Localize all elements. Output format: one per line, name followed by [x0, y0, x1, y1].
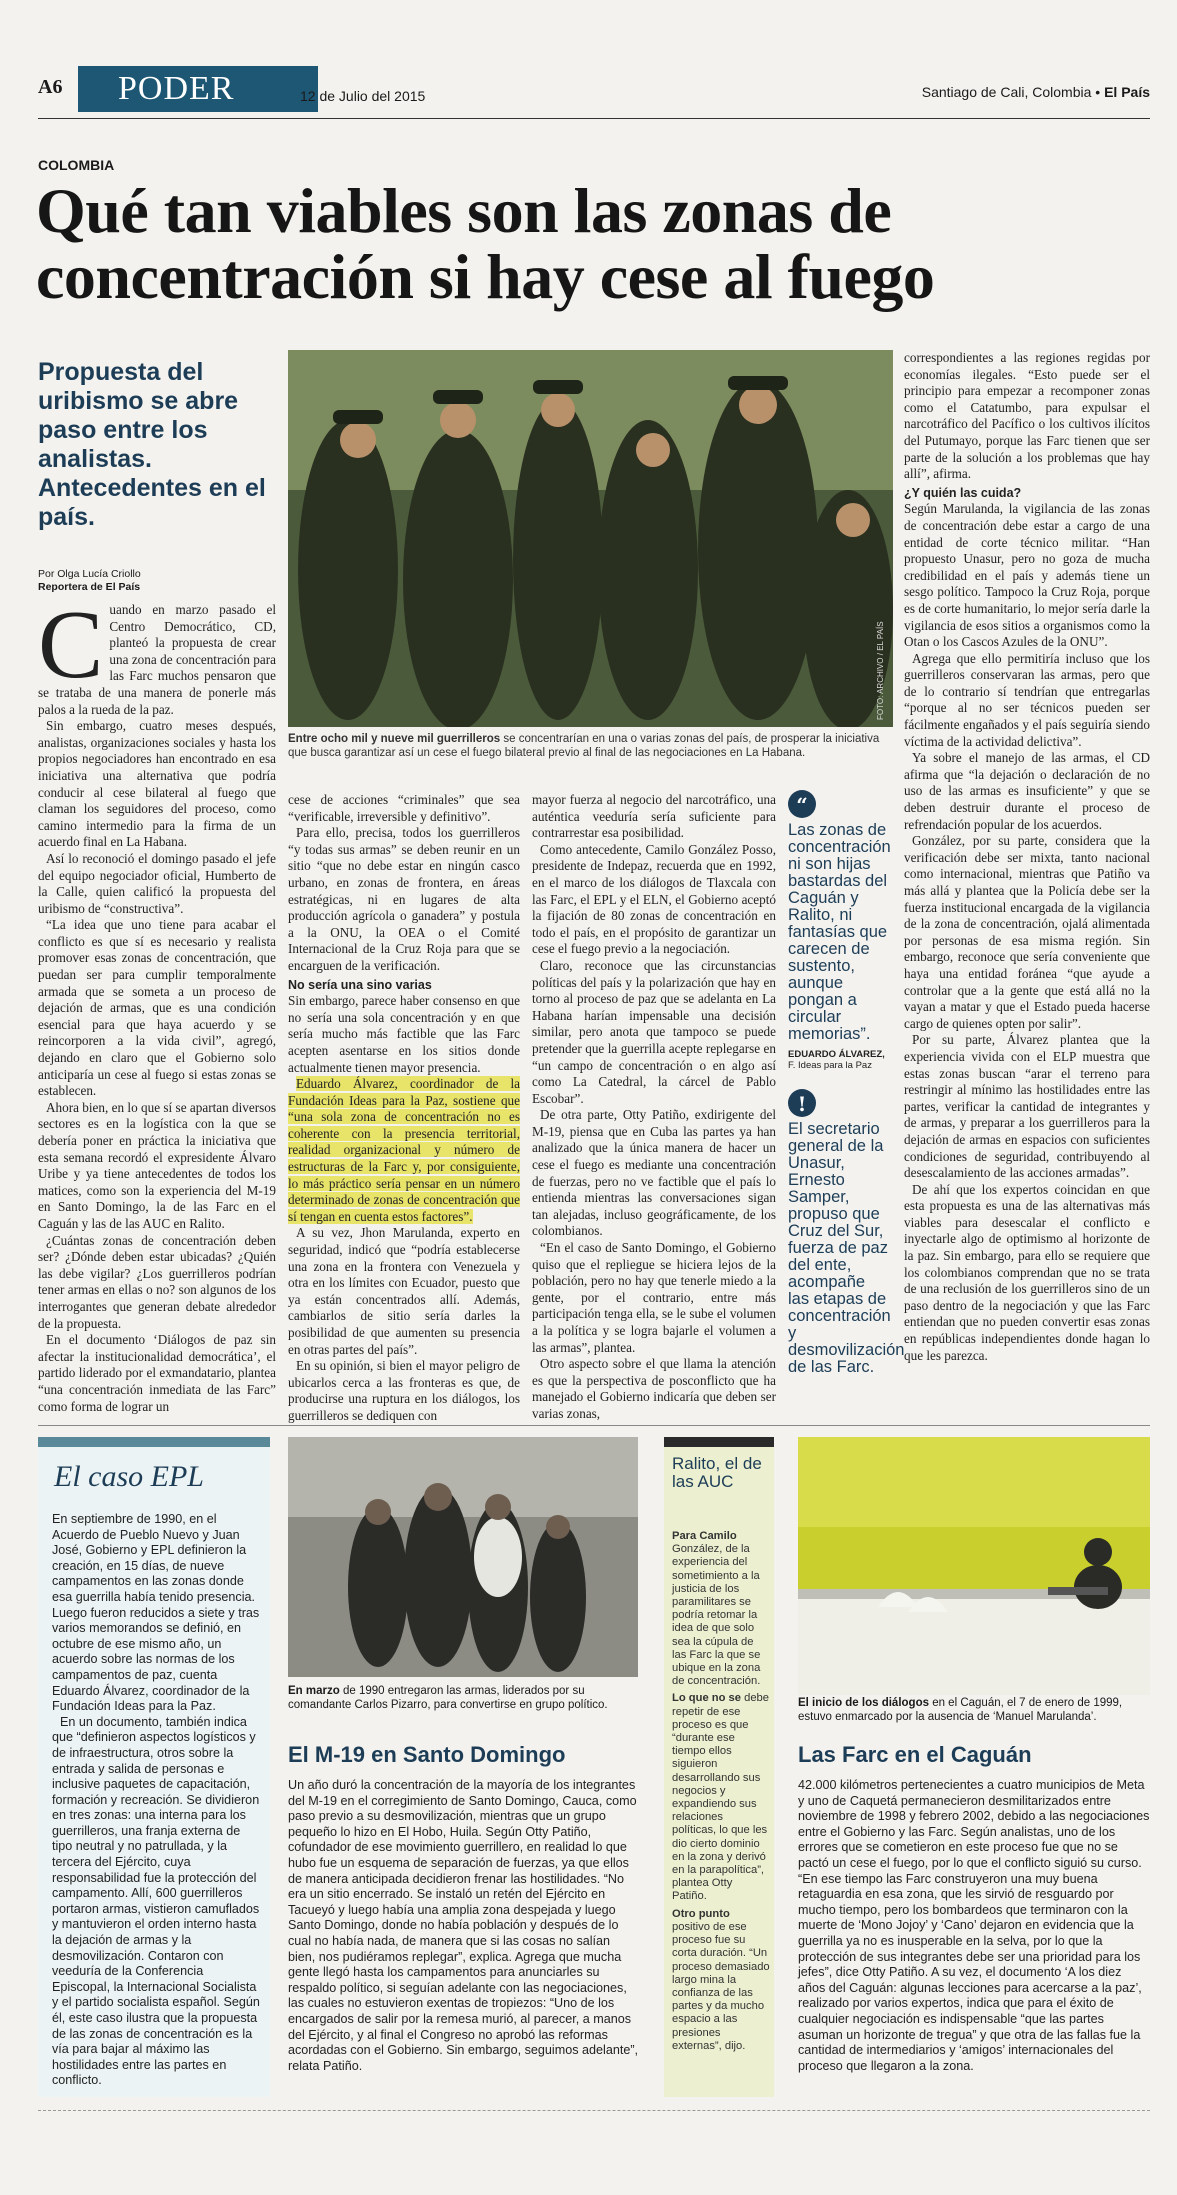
- highlighted-paragraph: [288, 1076, 520, 1225]
- paragraph: González, por su parte, considera que la verificación debe ser mixta, tanto nacional como internacional, mientras que Patiño va más allá y plantea que la Policía debe ser la fuerza institucional encargada de la vigilancia de la zona de concentración, ojalá alimentada por personas de esa misma región. Sin embargo, reconoce que sería conveniente que haya una entidad foránea “que ayude a controlar que a la gente que está allá no la vayan a matar y que el Estado pueda hacerse cargo de quienes opten por salir”.: [904, 833, 1150, 1031]
- m19-title: El M-19 en Santo Domingo: [288, 1742, 566, 1767]
- caption-text: en el Caguán, el 7 de enero de 1999, estuvo enmarcado por la ausencia de ‘Manuel Marulanda’.: [798, 1697, 1123, 1723]
- ralito-title: Ralito, el de las AUC: [672, 1454, 762, 1491]
- dateline: Santiago de Cali, Colombia • El País: [921, 84, 1150, 100]
- paragraph: “La idea que uno tiene para acabar el conflicto es que sí es necesario y realista promover esas zonas de concentración, que puedan ser para cumplir temporalmente armada que se someta a un proceso de dejación de armas, que es una condición esencial para que haya acuerdo y se reincorporen a la vida civil”, agregó, dejando en claro que el Gobierno solo anticiparía un cese al fuego si estas zonas se establecen.: [38, 917, 276, 1099]
- caption-lead: El inicio de los diálogos: [798, 1697, 929, 1709]
- paragraph: Ahora bien, en lo que sí se apartan diversos sectores es en la logística con la que se debería poner en práctica la iniciativa que esta semana recordó el expresidente Álvaro Uribe y ya tiene antecedentes de todos los matices, como son la experiencia del M-19 en Santo Domingo, la de las Farc en el Caguán y las de las AUC en Ralito.: [38, 1099, 276, 1231]
- section-title: PODER: [78, 66, 318, 112]
- pull-quotes: [788, 790, 905, 1376]
- caguan-title: Las Farc en el Caguán: [798, 1742, 1032, 1767]
- caguan-photo: [798, 1437, 1150, 1695]
- headline: Qué tan viables son las zonas de concentración si hay cese al fuego: [36, 175, 935, 312]
- lead-paragraph: Cuando en marzo pasado el Centro Democrático, CD, planteó la propuesta de crear una zona de concentración para las Farc muchos pensaron que se trataba de una manera de ponerle más palos a la rueda de la paz.: [38, 591, 276, 717]
- paragraph: En su opinión, si bien el mayor peligro de ubicarlos cerca a las fronteras es que, de producirse una ruptura en los diálogos, los guerrilleros se dediquen con: [288, 1358, 520, 1423]
- author-name: Por Olga Lucía Criollo: [38, 568, 141, 580]
- page-number: A6: [38, 76, 63, 98]
- paragraph: cese de acciones “criminales” que sea “verificable, irreversible y definitivo”.: [288, 792, 520, 824]
- paragraph: correspondientes a las regiones regidas por economías ilegales. “Esto puede ser el principio para empezar a recomponer zonas como el Catatumbo, para expulsar el narcotráfico del Pacífico o los cultivos ilícitos del Putumayo, porque las Farc tienen que ser parte de la solución a los problemas que hay allí”, afirma.: [904, 350, 1150, 482]
- paragraph: Como antecedente, Camilo González Posso, presidente de Indepaz, recuerda que en 1992, en el marco de los diálogos de Tlaxcala con las Farc, el EPL y el ELN, el Gobierno aceptó la fijación de 80 zonas de concentración en todo el país, en el propósito de garantizar un cese el fuego previo a la negociación.: [532, 841, 776, 957]
- section-subhead: No sería una sino varias: [288, 977, 432, 992]
- issue-date: 12 de Julio del 2015: [300, 88, 426, 104]
- highlighted-quote: Eduardo Álvarez, coordinador de la Fundación Ideas para la Paz, sostiene que “una sola zona de concentración no es coherente con la presencia territorial, realidad organizacional y número de estructuras de la Farc y, por consiguiente, lo más práctico sería pensar en un número determinado de zonas de concentración que sí tengan en cuenta estos factores”.: [288, 1076, 520, 1224]
- guerrilla-photo: [288, 350, 893, 727]
- epl-title: El caso EPL: [54, 1460, 204, 1493]
- ralito-text: [672, 1530, 770, 2053]
- paragraph: De otra parte, Otty Patiño, exdirigente del M-19, piensa que en Cuba las partes ya han analizado que la única manera de hacer un cese el fuego es mediante una concentración de fuerzas, pero no ve factible que el país lo entienda mientras las conversaciones sigan tan alejadas, incluso geográficamente, de los colombianos.: [532, 1107, 776, 1239]
- paragraph: De ahí que los expertos coincidan en que esta propuesta es una de las alternativas más viables para desescalar el conflicto e inyectarle algo de optimismo al horizonte de la paz. Sin embargo, para ello se requiere que los colombianos comprendan que no se trata de una reclusión de los guerrilleros sino de un paso dentro de la negociación y que las Farc entiendan que no pueden convertir esas zonas en repúblicas independientes donde hagan lo que les parezca.: [904, 1181, 1150, 1363]
- caption-text: se concentrarían en una o varias zonas del país, de prosperar la iniciativa que busca garantizar así un cese el fuego bilateral previo al final de las negociaciones en La Habana.: [288, 733, 880, 759]
- photo-credit: FOTO: ARCHIVO / EL PAÍS: [876, 621, 885, 720]
- article-column-4: [904, 350, 1150, 1364]
- paragraph: mayor fuerza al negocio del narcotráfico, una auténtica veeduría sería suficiente para contrarrestar esa posibilidad.: [532, 792, 776, 841]
- paper-name: El País: [1104, 84, 1150, 100]
- m19-photo-caption: [288, 1684, 638, 1712]
- paragraph: Agrega que ello permitiría incluso que los guerrilleros conservaran las armas, pero que de lo contrario sí tendrían que entregarlas “porque al no ser técnicos pueden ser fácilmente engañados y el país seguiría siendo víctima de la actividad delictiva”.: [904, 650, 1150, 749]
- section-divider: [38, 1425, 1150, 1426]
- m19-text: Un año duró la concentración de la mayoría de los integrantes del M-19 en el corregimiento de Santo Domingo, Cauca, como paso previo a su desmovilización, mientras que un grupo pequeño lo hizo en El Hobo, Huila. Según Otty Patiño, cofundador de ese movimiento guerrillero, en realidad lo que hubo fue un esquema de separación de fuerzas, ya que ellos de manera anticipada decidieron frenar las hostilidades. “No era un sitio encerrado. Se instaló un retén del Ejército en Tacueyó y luego había una amplia zona despejada y luego Santo Domingo, donde no había población y después de lo cual no había nada, de manera que si las cosas no salían bien, nos pudiéramos replegar”, explica. Agrega que mucha gente llegó hasta los campamentos para anunciarles su respaldo político, si seguían adelante con las negociaciones, las cuales no estuvieron exentas de tropiezos: “Uno de los encargados de salir por la remesa murió, al parecer, a manos del Ejército, y al final el Congreso no aprobó las reformas acordadas con el Gobierno. Sin embargo, seguimos adelante”, relata Patiño.: [288, 1778, 639, 2073]
- author-role: Reportera de El País: [38, 581, 141, 593]
- m19-photo-illustration: [288, 1437, 638, 1677]
- caguan-text: 42.000 kilómetros pertenecientes a cuatro municipios de Meta y uno de Caquetá permanecieron desmilitarizados entre noviembre de 1998 y febrero 2002, debido a las negociaciones entre el Gobierno y las Farc. Según analistas, uno de los errores que se cometieron en este proceso fue que no se pactó un cese el fuego, por lo que el conflicto siguió su curso. “En ese tiempo las Farc construyeron una muy buena retaguardia en esa zona, que les sirvió de resguardo por mucho tiempo, pero los bombardeos que terminaron con la muerte de ‘Mono Jojoy’ y ‘Cano’ dejaron en evidencia que la guerrilla ya no es inusperable en la selva, por lo que la protección de sus integrantes debe ser una prioridad para los jefes”, dice Otty Patiño. A su vez, el documento ‘A los diez años del Caguán: algunas lecciones para acercarse a la paz’, realizado por varios expertos, indica que para el éxito de cualquier negociación es indispensable “que las partes asuman un horizonte de tregua” y que otra de las fallas fue la cantidad de intermediarios y ‘amigos’ internacionales del proceso que llegaron a la zona.: [798, 1778, 1150, 2073]
- paragraph: Según Marulanda, la vigilancia de las zonas de concentración debe estar a cargo de una entidad de corte técnico militar. “Han propuesto Unasur, pero no goza de mucha credibilidad en el país y además tiene un sesgo político. Tampoco la Cruz Roja, porque es de corte humanitario, lo mejor sería darle la vigilancia de esos sitios a organismos como la Otan o los Cascos Azules de la ONU”.: [904, 501, 1150, 650]
- subheadline: Propuesta del uribismo se abre paso entre los analistas. Antecedentes en el país.: [38, 358, 266, 531]
- article-column-1: [38, 591, 276, 1415]
- fact-box-text: El secretario general de la Unasur, Ernesto Samper, propuso que Cruz del Sur, fuerza de paz del ente, acompañe las etapas de concentración y desmovilización de las Farc.: [788, 1120, 905, 1376]
- paragraph: Ya sobre el manejo de las armas, el CD afirma que “la dejación o declaración de no uso de las armas es insuficiente” y que se deben destruir durante el proceso de refrendación popular de los acuerdos.: [904, 750, 1150, 832]
- page-header: [38, 64, 1150, 118]
- kicker: COLOMBIA: [38, 157, 115, 173]
- pull-quote-text: Las zonas de concentración ni son hijas bastardas del Caguán y Ralito, ni fantasías que carecen de sustento, aunque pongan a circular memorias”.: [788, 821, 891, 1043]
- drop-cap: C: [38, 591, 104, 699]
- paragraph: Por su parte, Álvarez plantea que la experiencia vivida con el ELP muestra que estas zonas buscan “arar el terreno para restringir al mínimo las hostilidades entre las partes, verificar la cantidad de integrantes y de armas, y preparar a los guerrilleros para la dejación de armas en espacios con suficientes condiciones de seguridad, contribuyendo al desescalamiento de las acciones armadas”.: [904, 1032, 1150, 1181]
- photo-caption: [288, 732, 898, 760]
- page-bottom-rule: [38, 2110, 1150, 2111]
- paragraph: A su vez, Jhon Marulanda, experto en seguridad, indicó que “podría establecerse una zona en la frontera con Venezuela y otra en los límites con Ecuador, puesto que ya están concentrados allí. Además, cambiarlos de sitio sería darles la posibilidad de que aumenten su presencia en otras partes del país”.: [288, 1225, 520, 1357]
- section-subhead: ¿Y quién las cuida?: [904, 485, 1022, 500]
- paragraph: Para ello, precisa, todos los guerrilleros “y todas sus armas” se deben reunir en un sitio “que no debe estar en ningún casco urbano, en zonas de frontera, en áreas estratégicas, ni en lugares de alta producción agrícola o ganadera” y postula a la ONU, la OEA o el Comité Internacional de la Cruz Roja para que se encarguen de la verificación.: [288, 825, 520, 973]
- ralito-item: Para Camilo González, de la experiencia del sometimiento a la justicia de los paramilitares se podría retomar la idea de que solo sea la cúpula de las Farc la que se ubique en la zona de concentración.: [672, 1530, 761, 1688]
- caption-lead: En marzo: [288, 1685, 340, 1697]
- paragraph: En el documento ‘Diálogos de paz sin afectar la institucionalidad democrática’, el partido liderado por el exmandatario, plantea “una concentración inmediata de las Farc” como forma de lograr un: [38, 1332, 276, 1414]
- header-rule: [38, 118, 1150, 119]
- ralito-item: Otro punto positivo de ese proceso fue su corta duración. “Un proceso demasiado largo mina la confianza de las partes y da mucho espacio a las presiones externas”, dijo.: [672, 1907, 770, 2052]
- caguan-photo-illustration: [798, 1437, 1150, 1695]
- paragraph: En un documento, también indica que “definieron aspectos logísticos y de infraestructura, otros sobre la entrada y salida de personas e inclusive paquetes de capacitación, formación y recreación. Se dividieron en tres zonas: una interna para los guerrilleros, una franja externa de tipo neutral y no patrullada, y la tercera del Ejército, cuya responsabilidad fue la protección del campamento. Allí, 600 guerrilleros portaron armas, vistieron camuflados y mantuvieron el orden interno hasta la dejación de armas y la desmovilización. Contaron con veeduría de la Conferencia Episcopal, la Internacional Socialista y el partido socialista español. Según él, este caso ilustra que la propuesta de las zonas de concentración es la vía para bajar al máximo las hostilidades entre las partes en conflicto.: [52, 1714, 260, 2088]
- article-column-2: [288, 792, 520, 1425]
- paragraph: Así lo reconoció el domingo pasado el jefe del equipo negociador oficial, Humberto de la Calle, quien calificó la propuesta del uribismo de “constructiva”.: [38, 850, 276, 916]
- paragraph: Otro aspecto sobre el que llama la atención es que la perspectiva de posconflicto que ha manejado el Gobierno indicaría que deben ser varias zonas,: [532, 1356, 776, 1421]
- exclamation-icon: !: [788, 1089, 816, 1117]
- caguan-photo-caption: [798, 1696, 1150, 1724]
- quote-icon: “: [788, 790, 816, 818]
- paragraph: Sin embargo, parece haber consenso en que no sería una sola concentración y en que sería mucho más factible que las Farc acepten asentarse en los sitios donde actualmente tienen mayor presencia.: [288, 993, 520, 1075]
- caption-lead: Entre ocho mil y nueve mil guerrilleros: [288, 733, 501, 745]
- guerrilla-photo-illustration: [288, 350, 893, 727]
- paragraph: “En el caso de Santo Domingo, el Gobierno quiso que el repliegue se hiciera lejos de la población, pero no hay que tenerle miedo a la gente, por el contrario, entre más participación tenga ella, se le sube el volumen a la política y se logra bajarle el volumen a las armas”, plantea.: [532, 1240, 776, 1355]
- article-column-3: [532, 792, 776, 1423]
- paragraph: En septiembre de 1990, en el Acuerdo de Pueblo Nuevo y Juan José, Gobierno y EPL definieron la creación, en 15 días, de nueve campamentos en las zonas donde esa guerrilla había tenido presencia. Luego fueron reducidos a siete y tras varios memorandos se definió, en octubre de ese mismo año, un acuerdo sobre las normas de los campamentos de paz, cuenta Eduardo Álvarez, coordinador de la Fundación Ideas para la Paz.: [52, 1512, 260, 1714]
- city: Santiago de Cali, Colombia: [921, 84, 1092, 100]
- paragraph: Sin embargo, cuatro meses después, analistas, organizaciones sociales y hasta los propios negociadores han encontrado en esa iniciativa una alternativa que podría conducir al cese bilateral al fuego que claman los seguidores del proceso, como camino intermedio para la firma de un acuerdo final en La Habana.: [38, 718, 276, 850]
- epl-text: [52, 1512, 264, 2089]
- paragraph: ¿Cuántas zonas de concentración deben ser? ¿Dónde deben estar ubicadas? ¿Quién las debe vigilar? ¿Los guerrilleros podrían tener armas en ellas o no? son algunos de los interrogantes que generan debate alrededor de la propuesta.: [38, 1232, 276, 1331]
- ralito-item: Lo que no se debe repetir de ese proceso es que “durante ese tiempo ellos siguieron desarrollando sus negocios y expandiendo sus relaciones políticas, lo que les dio cierto dominio en la zona y derivó en la parapolítica”, plantea Otty Patiño.: [672, 1692, 769, 1903]
- paragraph: Claro, reconoce que las circunstancias políticas del país y la polarización que hay en torno al proceso de paz que se adelanta en La Habana harían impensable una decisión similar, pero anota que tampoco se puede pretender que la guerrilla acepte replegarse en “un campo de concentración o en algo así como La Catedral, la cárcel de Pablo Escobar”.: [532, 957, 776, 1106]
- caption-text: de 1990 entregaron las armas, liderados por su comandante Carlos Pizarro, para convertirse en grupo político.: [288, 1685, 608, 1711]
- m19-photo: [288, 1437, 638, 1677]
- quote-source: EDUARDO ÁLVAREZ, F. Ideas para la Paz: [788, 1049, 885, 1071]
